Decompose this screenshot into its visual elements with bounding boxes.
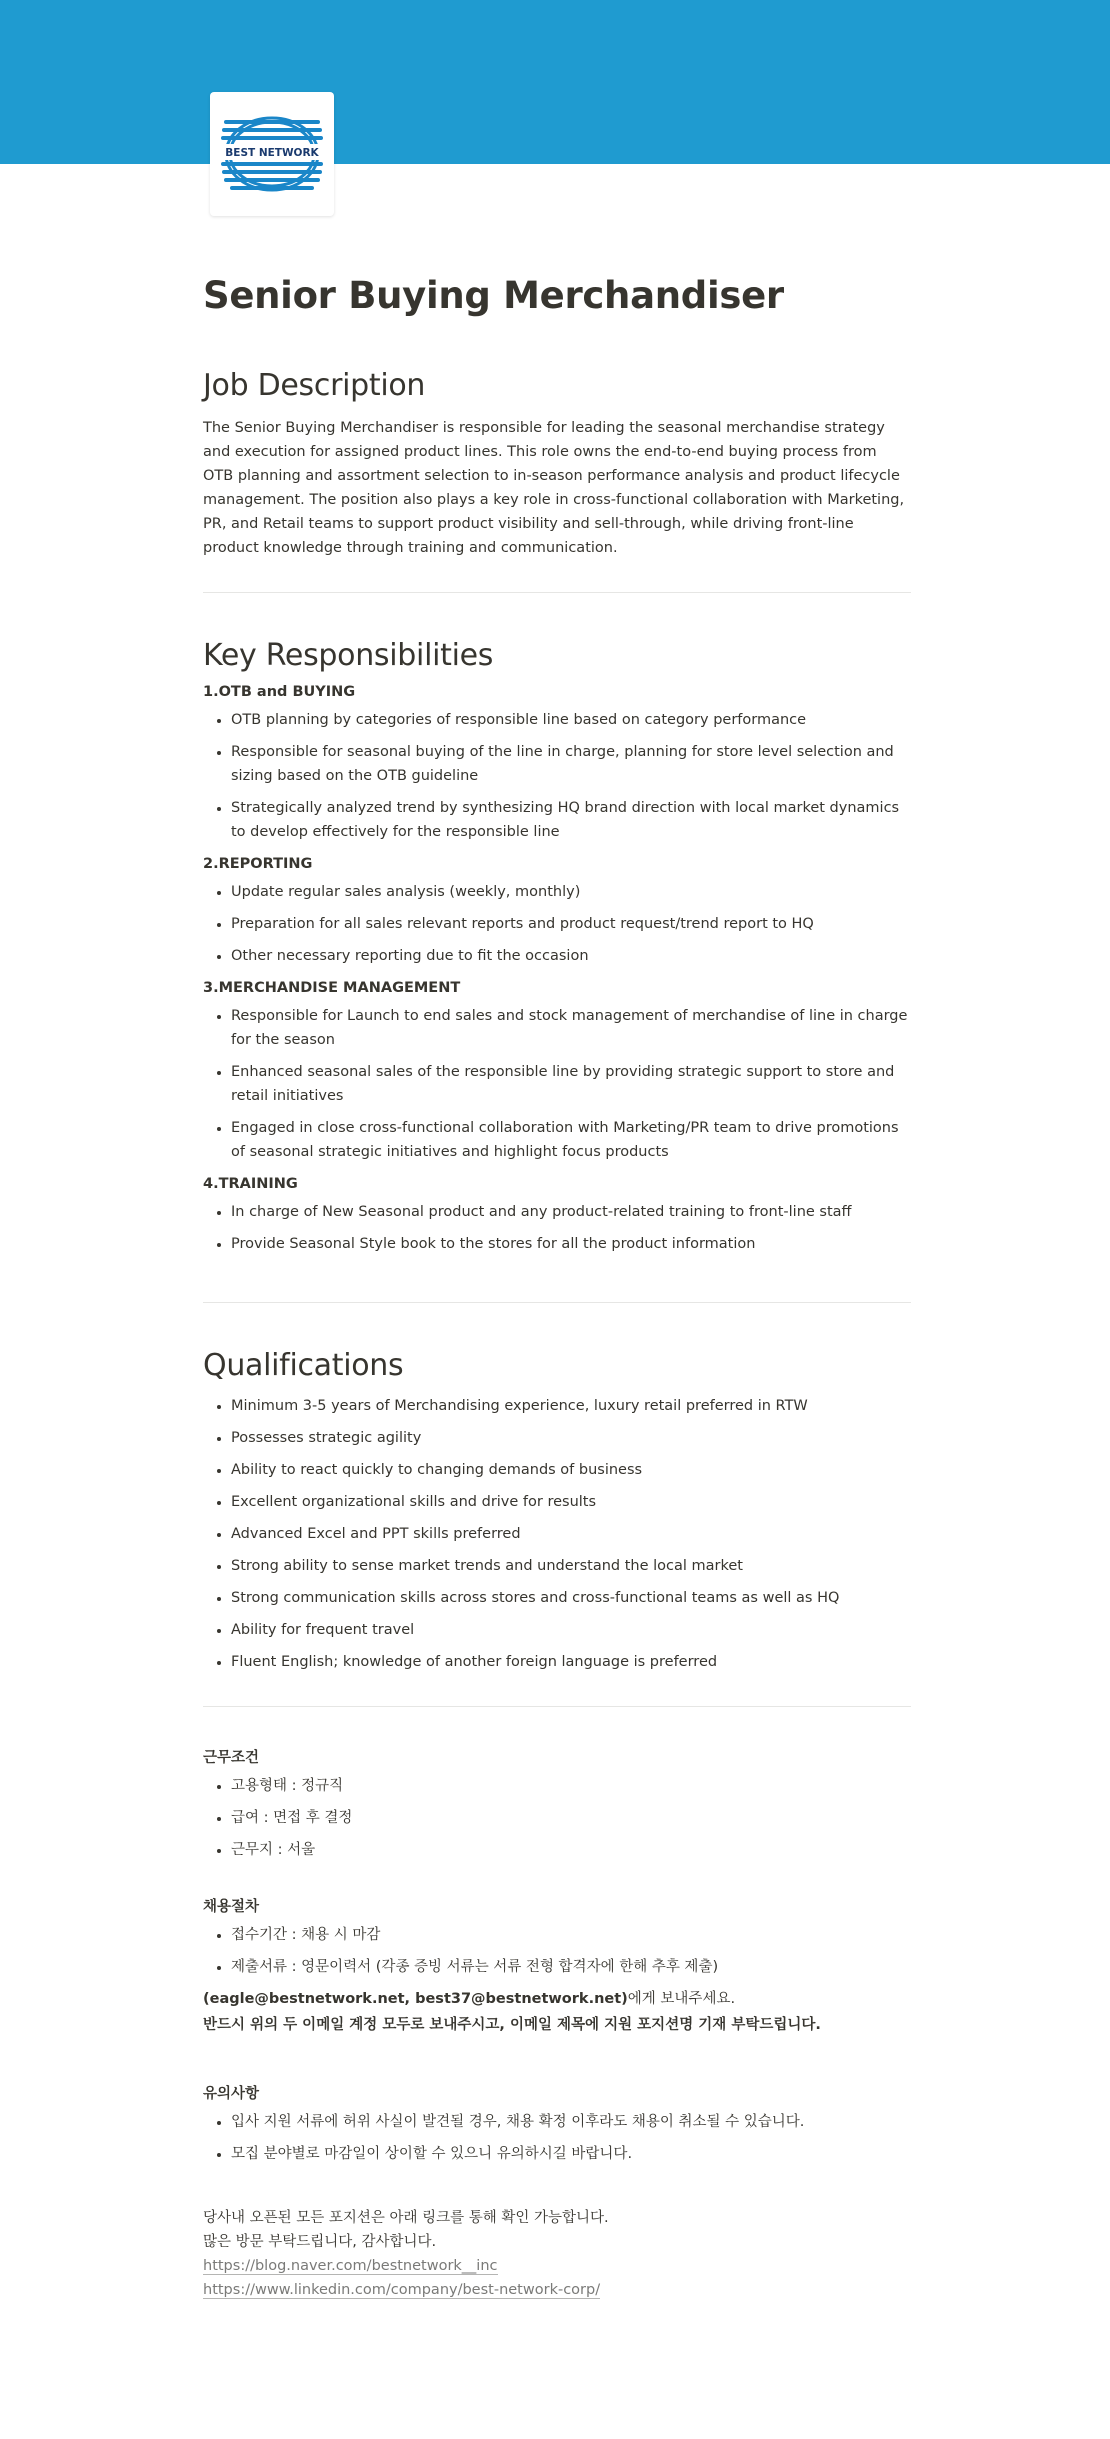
list-item: • 근무지 : 서울 — [231, 1838, 911, 1862]
responsibility-list — [203, 1200, 911, 1256]
responsibility-group-title: 2.REPORTING — [203, 856, 313, 873]
conditions-heading: 근무조건 — [203, 1750, 260, 1767]
job-posting-body — [203, 262, 911, 2302]
responsibility-group-title: 4.TRAINING — [203, 1176, 298, 1193]
list-item: • OTB planning by categories of responsible line based on category performance — [231, 708, 911, 732]
email-instruction — [203, 1987, 911, 2011]
list-item: • Engaged in close cross-functional collaboration with Marketing/PR team to drive promotions of seasonal strategic initiatives and highlight focus products — [231, 1116, 911, 1164]
naver-blog-link[interactable]: https://blog.naver.com/bestnetwork__inc — [203, 2258, 498, 2275]
cautions-heading: 유의사항 — [203, 2086, 260, 2103]
responsibility-group-title: 3.MERCHANDISE MANAGEMENT — [203, 980, 461, 997]
list-item: • Responsible for Launch to end sales and stock management of merchandise of line in charge for the season — [231, 1004, 911, 1052]
job-description-heading: Job Description — [203, 368, 426, 404]
responsibility-list — [203, 708, 911, 844]
footer-thanks: 많은 방문 부탁드립니다, 감사합니다. — [203, 2234, 437, 2251]
list-item: • Strong communication skills across stores and cross-functional teams as well as HQ — [231, 1586, 911, 1610]
list-item: • Other necessary reporting due to fit the occasion — [231, 944, 911, 968]
process-heading: 채용절차 — [203, 1899, 260, 1916]
list-item: • 급여 : 면접 후 결정 — [231, 1806, 911, 1830]
cautions-list — [203, 2110, 911, 2166]
list-item: • Fluent English; knowledge of another foreign language is preferred — [231, 1650, 911, 1674]
job-description-text: The Senior Buying Merchandiser is responsible for leading the seasonal merchandise strategy and execution for assigned product lines. This role owns the end-to-end buying process from OTB planning and assortment selection to in-season performance analysis and product lifecycle management. The position also plays a key role in cross-functional collaboration with Marketing, PR, and Retail teams to support product visibility and sell-through, while driving front-line product knowledge through training and communication. — [203, 420, 905, 557]
list-item: • Update regular sales analysis (weekly, monthly) — [231, 880, 911, 904]
list-item: • Provide Seasonal Style book to the stores for all the product information — [231, 1232, 911, 1256]
qualifications-heading: Qualifications — [203, 1348, 404, 1384]
company-logo — [210, 92, 334, 216]
page-title: Senior Buying Merchandiser — [203, 274, 784, 317]
list-item: • Minimum 3-5 years of Merchandising experience, luxury retail preferred in RTW — [231, 1394, 911, 1418]
header-banner — [0, 0, 1110, 164]
list-item: • Enhanced seasonal sales of the responsible line by providing strategic support to store and retail initiatives — [231, 1060, 911, 1108]
list-item: • 제출서류 : 영문이력서 (각종 증빙 서류는 서류 전형 합격자에 한해 추후 제출) — [231, 1955, 911, 1979]
list-item: • Ability for frequent travel — [231, 1618, 911, 1642]
responsibility-list — [203, 1004, 911, 1164]
responsibility-list — [203, 880, 911, 968]
list-item: • Strategically analyzed trend by synthesizing HQ brand direction with local market dynamics to develop effectively for the responsible line — [231, 796, 911, 844]
list-item: • Responsible for seasonal buying of the line in charge, planning for store level selection and sizing based on the OTB guideline — [231, 740, 911, 788]
qualifications-list — [203, 1394, 911, 1674]
conditions-list — [203, 1774, 911, 1862]
email-addresses: (eagle@bestnetwork.net, best37@bestnetwork.net) — [203, 1991, 628, 2008]
list-item: • Preparation for all sales relevant reports and product request/trend report to HQ — [231, 912, 911, 936]
linkedin-link[interactable]: https://www.linkedin.com/company/best-network-corp/ — [203, 2282, 601, 2299]
list-item: • Possesses strategic agility — [231, 1426, 911, 1450]
list-item: • 모집 분야별로 마감일이 상이할 수 있으니 유의하시길 바랍니다. — [231, 2142, 911, 2166]
list-item: • In charge of New Seasonal product and any product-related training to front-line staff — [231, 1200, 911, 1224]
email-instruction-suffix: 에게 보내주세요. — [627, 1991, 736, 2008]
best-network-logo-icon — [210, 92, 334, 216]
submission-notice: 반드시 위의 두 이메일 계정 모두로 보내주시고, 이메일 제목에 지원 포지션명 기재 부탁드립니다. — [203, 2017, 821, 2034]
logo-text: BEST NETWORK — [225, 147, 319, 159]
responsibility-group-title: 1.OTB and BUYING — [203, 684, 356, 701]
footer-note: 당사내 오픈된 모든 포지션은 아래 링크를 통해 확인 가능합니다. — [203, 2210, 609, 2227]
list-item: • 접수기간 : 채용 시 마감 — [231, 1923, 911, 1947]
list-item: • Excellent organizational skills and drive for results — [231, 1490, 911, 1514]
list-item: • 입사 지원 서류에 허위 사실이 발견될 경우, 채용 확정 이후라도 채용이 취소될 수 있습니다. — [231, 2110, 911, 2134]
list-item: • 고용형태 : 정규직 — [231, 1774, 911, 1798]
process-list — [203, 1923, 911, 1979]
list-item: • Strong ability to sense market trends and understand the local market — [231, 1554, 911, 1578]
list-item: • Advanced Excel and PPT skills preferred — [231, 1522, 911, 1546]
list-item: • Ability to react quickly to changing demands of business — [231, 1458, 911, 1482]
responsibilities-heading: Key Responsibilities — [203, 638, 494, 674]
